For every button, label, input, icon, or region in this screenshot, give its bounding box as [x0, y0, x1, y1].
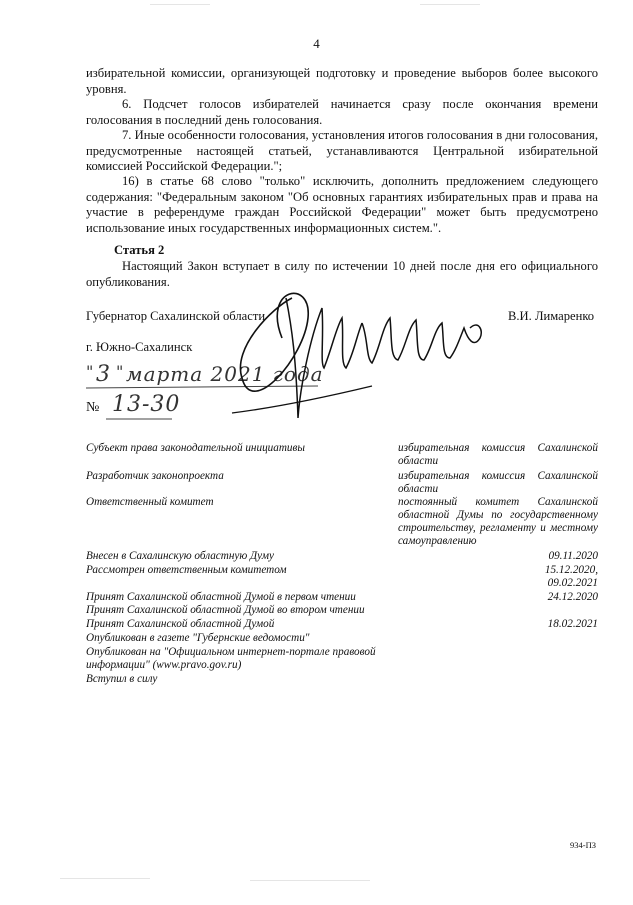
history-label-published-portal: Опубликован на "Официальном интернет-портале правовой информации" (www.pravo.gov.ru) — [86, 646, 376, 671]
subject-label: Субъект права законодательной инициативы — [86, 442, 305, 454]
history-label-published-newspaper: Опубликован в газете "Губернские ведомости" — [86, 632, 310, 644]
developer-value: избирательная комиссия Сахалинской области — [398, 470, 598, 495]
history-label-in-force: Вступил в силу — [86, 673, 158, 685]
date-day: 3 — [96, 362, 111, 387]
date-rest: марта 2021 года — [126, 362, 324, 386]
date-close-quote: " — [116, 362, 125, 381]
city-label: г. Южно-Сахалинск — [86, 340, 193, 354]
page-number: 4 — [313, 36, 320, 51]
paragraph-item-16: 16) в статье 68 слово "только" исключить, дополнить предложением следующего содержания: "Федеральным законом "Об основных гарантиях избирательных прав и права на участие в референдуме граждан Российской Федерации" может быть предусмотрено использование иных государственных информационных систем.". — [86, 174, 598, 235]
document-code: 934-ПЗ — [570, 840, 596, 850]
history-date-committee-1: 15.12.2020, — [544, 564, 598, 576]
history-date-first-reading: 24.12.2020 — [547, 591, 598, 603]
subject-value: избирательная комиссия Сахалинской области — [398, 442, 598, 467]
history-date-committee-2: 09.02.2021 — [547, 577, 598, 589]
scan-noise — [250, 880, 370, 881]
history-label-second-reading: Принят Сахалинской областной Думой во втором чтении — [86, 604, 365, 616]
history-label-first-reading: Принят Сахалинской областной Думой в первом чтении — [86, 591, 356, 603]
history-label-introduced: Внесен в Сахалинскую областную Думу — [86, 550, 274, 562]
governor-title: Губернатор Сахалинской области — [86, 309, 266, 323]
governor-name: В.И. Лимаренко — [508, 309, 595, 323]
committee-value: постоянный комитет Сахалинской областной Думы по государственному строительству, регламенту и местному самоуправлению — [398, 496, 598, 547]
scan-noise — [60, 878, 150, 879]
scan-noise — [420, 4, 480, 5]
paragraph-item-6: 6. Подсчет голосов избирателей начинается сразу после окончания времени голосования в последний день голосования. — [86, 97, 598, 127]
developer-label: Разработчик законопроекта — [86, 470, 224, 482]
number-underline — [106, 416, 176, 422]
number-prefix: № — [86, 400, 100, 415]
scan-noise — [150, 4, 210, 5]
article-heading: Статья 2 — [114, 243, 165, 257]
paragraph-item-7: 7. Иные особенности голосования, установления итогов голосования в дни голосования, предусмотренные настоящей статьей, устанавливаются Центральной избирательной комиссией Российской Федерации."; — [86, 128, 598, 173]
paragraph-continuation: избирательной комиссии, организующей подготовку и проведение выборов более высокого уровня. — [86, 66, 598, 96]
date-open-quote: " — [86, 362, 95, 381]
history-date-adopted: 18.02.2021 — [547, 618, 598, 630]
number-value: 13-30 — [112, 392, 181, 417]
governor-signature — [212, 268, 502, 428]
history-date-introduced: 09.11.2020 — [548, 550, 598, 562]
committee-label: Ответственный комитет — [86, 496, 214, 508]
history-label-adopted: Принят Сахалинской областной Думой — [86, 618, 275, 630]
article-text: Настоящий Закон вступает в силу по истечении 10 дней после дня его официального опубликования. — [86, 259, 598, 289]
history-label-committee: Рассмотрен ответственным комитетом — [86, 564, 287, 576]
